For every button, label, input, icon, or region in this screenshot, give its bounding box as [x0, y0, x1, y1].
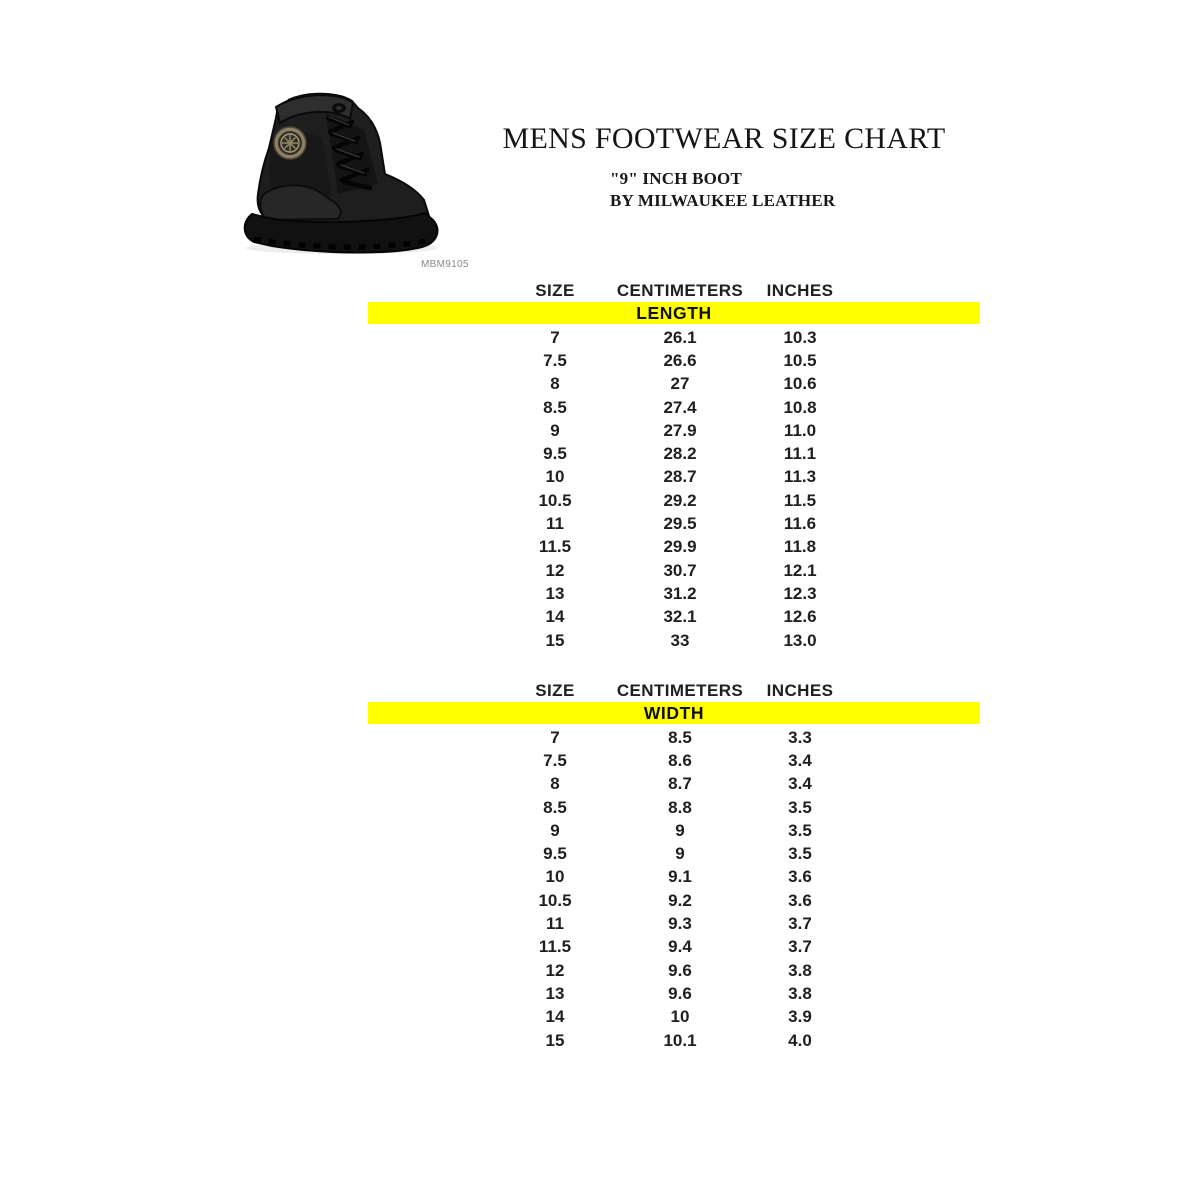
table-cell: 3.5: [788, 820, 812, 840]
table-cell: 12.1: [783, 560, 817, 580]
column-header-row: [368, 679, 980, 702]
table-cell: 10.8: [783, 397, 817, 417]
table-row: [368, 936, 980, 959]
table-cell: 12: [545, 560, 565, 580]
table-cell: 14: [545, 607, 565, 627]
table-row: [368, 326, 980, 349]
table-row: [368, 419, 980, 442]
table-rows: [368, 726, 980, 1052]
table-cell: 11.6: [783, 514, 817, 534]
column-header-row: [368, 279, 980, 302]
table-cell: 29.2: [663, 490, 697, 510]
boot-icon: [238, 86, 450, 258]
table-cell: 8.8: [668, 797, 692, 817]
table-cell: 3.6: [788, 867, 812, 887]
table-cell: 13: [545, 583, 565, 603]
column-header-size: SIZE: [535, 280, 575, 300]
table-cell: 29.9: [663, 537, 697, 557]
table-cell: 9.5: [543, 844, 567, 864]
table-row: [368, 866, 980, 889]
table-row: [368, 606, 980, 629]
boot-product-image: [238, 86, 450, 258]
table-cell: 26.1: [663, 327, 697, 347]
column-header-inches: INCHES: [766, 280, 834, 300]
table-row: [368, 889, 980, 912]
width-table: [368, 679, 980, 1052]
table-cell: 27.4: [663, 397, 697, 417]
table-cell: 30.7: [663, 560, 697, 580]
subtitle-line-brand: BY MILWAUKEE LEATHER: [610, 190, 836, 210]
table-cell: 8: [550, 774, 560, 794]
table-cell: 8.6: [668, 750, 692, 770]
table-cell: 8.5: [668, 727, 692, 747]
table-row: [368, 396, 980, 419]
table-cell: 3.9: [788, 1007, 812, 1027]
table-row: [368, 536, 980, 559]
table-cell: 7: [550, 327, 560, 347]
table-cell: 10: [545, 867, 565, 887]
table-row: [368, 582, 980, 605]
table-cell: 10.5: [538, 890, 572, 910]
table-cell: 11.5: [783, 490, 817, 510]
table-cell: 10.1: [663, 1030, 697, 1050]
table-cell: 10.5: [538, 490, 572, 510]
subtitle-line-boot: "9" INCH BOOT: [610, 169, 742, 188]
table-cell: 9.1: [668, 867, 692, 887]
table-cell: 9.5: [543, 444, 567, 464]
table-cell: 29.5: [663, 514, 697, 534]
table-cell: 10: [545, 467, 565, 487]
table-cell: 12.6: [783, 607, 817, 627]
table-cell: 3.7: [788, 914, 812, 934]
table-cell: 9.2: [668, 890, 692, 910]
table-cell: 11: [546, 914, 564, 934]
table-cell: 9.6: [668, 960, 692, 980]
column-header-inches: INCHES: [766, 680, 834, 700]
table-cell: 3.8: [788, 983, 812, 1003]
table-row: [368, 773, 980, 796]
table-cell: 11.1: [783, 444, 817, 464]
table-row: [368, 559, 980, 582]
table-cell: 9: [550, 820, 560, 840]
table-cell: 11.3: [783, 467, 817, 487]
table-cell: 3.5: [788, 844, 812, 864]
table-cell: 7.5: [543, 750, 567, 770]
section-banner-length: LENGTH: [368, 302, 980, 324]
table-cell: 8: [550, 374, 560, 394]
table-row: [368, 1006, 980, 1029]
table-cell: 9: [550, 420, 560, 440]
page-title: MENS FOOTWEAR SIZE CHART: [502, 122, 946, 155]
table-cell: 3.8: [788, 960, 812, 980]
column-header-centimeters: CENTIMETERS: [616, 680, 744, 700]
table-cell: 11.5: [538, 537, 572, 557]
table-row: [368, 842, 980, 865]
table-row: [368, 726, 980, 749]
table-cell: 11.5: [538, 937, 572, 957]
table-cell: 33: [670, 630, 690, 650]
table-cell: 32.1: [663, 607, 697, 627]
table-cell: 10.6: [783, 374, 817, 394]
table-cell: 3.5: [788, 797, 812, 817]
table-cell: 11.0: [783, 420, 817, 440]
table-cell: 9.6: [668, 983, 692, 1003]
table-row: [368, 512, 980, 535]
table-cell: 3.4: [788, 750, 812, 770]
table-rows: [368, 326, 980, 652]
table-cell: 15: [545, 630, 565, 650]
table-cell: 11: [546, 514, 564, 534]
section-banner-width: WIDTH: [368, 702, 980, 724]
table-cell: 9.3: [668, 914, 692, 934]
table-row: [368, 1029, 980, 1052]
table-cell: 3.7: [788, 937, 812, 957]
table-cell: 9: [675, 820, 685, 840]
table-cell: 8.5: [543, 397, 567, 417]
table-cell: 15: [545, 1030, 565, 1050]
table-cell: 27.9: [663, 420, 697, 440]
model-code: MBM9105: [421, 259, 469, 270]
table-cell: 4.0: [788, 1030, 812, 1050]
table-cell: 9.4: [668, 937, 692, 957]
table-row: [368, 912, 980, 935]
table-cell: 3.6: [788, 890, 812, 910]
table-row: [368, 749, 980, 772]
table-cell: 8.5: [543, 797, 567, 817]
table-cell: 9: [675, 844, 685, 864]
table-row: [368, 819, 980, 842]
table-row: [368, 629, 980, 652]
table-cell: 7.5: [543, 350, 567, 370]
table-cell: 7: [550, 727, 560, 747]
table-cell: 31.2: [663, 583, 697, 603]
table-cell: 13.0: [783, 630, 817, 650]
table-cell: 13: [545, 983, 565, 1003]
table-cell: 12.3: [783, 583, 817, 603]
table-cell: 8.7: [668, 774, 692, 794]
table-cell: 27: [670, 374, 690, 394]
table-cell: 28.7: [663, 467, 697, 487]
table-row: [368, 466, 980, 489]
column-header-size: SIZE: [535, 680, 575, 700]
table-row: [368, 796, 980, 819]
table-row: [368, 373, 980, 396]
table-row: [368, 442, 980, 465]
table-cell: 14: [545, 1007, 565, 1027]
table-row: [368, 349, 980, 372]
table-row: [368, 959, 980, 982]
table-row: [368, 982, 980, 1005]
table-cell: 3.4: [788, 774, 812, 794]
table-cell: 10.3: [783, 327, 817, 347]
product-subtitle: [610, 168, 835, 211]
table-row: [368, 489, 980, 512]
table-cell: 10: [670, 1007, 690, 1027]
table-cell: 3.3: [788, 727, 812, 747]
table-cell: 28.2: [663, 444, 697, 464]
table-cell: 12: [545, 960, 565, 980]
column-header-centimeters: CENTIMETERS: [616, 280, 744, 300]
table-cell: 10.5: [783, 350, 817, 370]
length-table: [368, 279, 980, 652]
table-cell: 26.6: [663, 350, 697, 370]
table-cell: 11.8: [783, 537, 817, 557]
